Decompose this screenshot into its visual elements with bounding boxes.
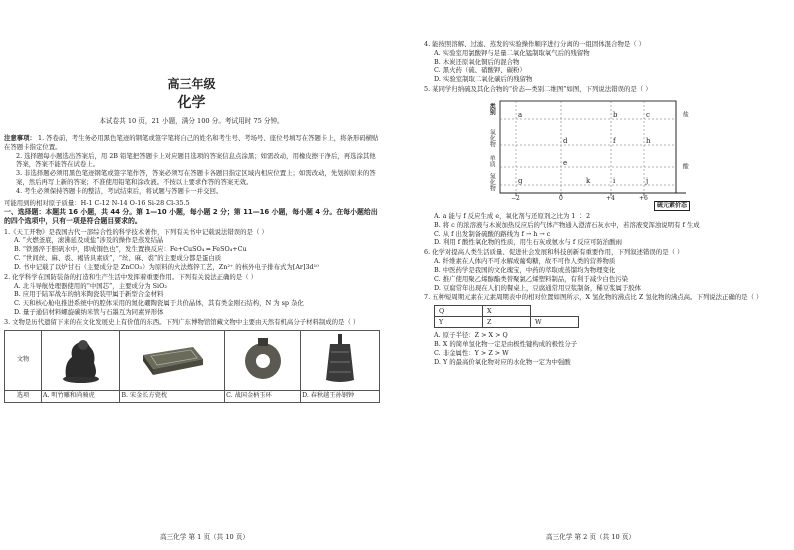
option-d: D. 豆腐常年出现在人们的餐桌上，豆腐通常用豆浆制备，稀豆浆属于胶体 [434, 283, 642, 292]
question-2 [4, 273, 379, 317]
chart-ylabel-top: 类别 [488, 102, 496, 115]
chart-point-d: d [563, 136, 568, 145]
option-d: D. 量子通信材料螺旋碳纳米管与石墨互为同素异形体 [14, 308, 164, 317]
exam-grade-title: 高三年级 [167, 77, 216, 91]
artifact-row-label: 文物 [5, 330, 42, 391]
exam-page-1 [0, 0, 385, 550]
chart-point-f: f [613, 136, 616, 145]
option-c: C. 推广使用聚乙烯醇酯类替聚氯乙烯塑料制品，有利于减少白色污染 [434, 274, 629, 283]
chart-xtick: +4 [606, 194, 615, 202]
element-cell-y: Y [435, 317, 483, 328]
element-position-table [434, 305, 579, 328]
option-c: C. “世间丝、麻、裘、褐皆具素质”，“丝、麻、裘”的主要成分都是蛋白质 [14, 254, 222, 263]
question-7 [424, 293, 787, 366]
question-5 [424, 85, 787, 247]
question-3 [4, 318, 379, 403]
option-c: C. 非金属性：Y > Z > W [434, 348, 509, 357]
notice-heading: 注意事项： [4, 133, 36, 142]
element-cell-x: X [483, 306, 531, 317]
chart-point-h: h [646, 136, 651, 145]
option-a: A. 原子半径：Z > X > Q [434, 331, 508, 340]
notice-block [4, 134, 379, 196]
exam-subject-title: 化学 [177, 94, 206, 111]
artifact-image-bell [301, 330, 380, 391]
valence-class-chart [486, 97, 696, 209]
exam-page-2 [404, 0, 789, 550]
option-a: A. 实验室用氯酸钾与足量二氧化锰制取氧气后的残留物 [434, 48, 590, 57]
option-d: D. 利用 f 酸性氧化物的性质，用生石灰或氨水与 f 反应可防治酸雨 [434, 238, 622, 247]
artifact-image-pillow [120, 330, 225, 391]
option-d: D. 实验室制取二氧化碳后的残留物 [434, 75, 533, 84]
notice-item: 1. 答卷前，考生务必用黑色笔迹的钢笔或签字笔将自己的姓名和考生号、考场号、座位号填写在答题卡上，将条形码横贴在答题卡指定位置。 [4, 133, 379, 151]
option-c: C. 黑火药（硫、硝酸钾、碳粉） [434, 66, 526, 75]
page-footer: 高三化学 第 2 页（共 10 页） [546, 532, 636, 541]
chart-point-e: e [563, 158, 568, 167]
section-heading: 一、选择题：本题共 16 小题，共 44 分。第 1—10 小题，每小题 2 分；第 11—16 小题，每小题 4 分。在每小题给出的四个选项中，只有一项是符合题目要求的。 [4, 207, 378, 226]
question-6 [424, 248, 787, 292]
option-b: B. “铁器淬于胆矾水中，即成铜色也”，发生置换反应：Fe+CuSO₄ ═ FeSO₄+Cu [14, 245, 247, 254]
page-footer: 高三化学 第 1 页（共 10 页） [160, 532, 250, 541]
option-b: B. 中医药学是我国的文化瑰宝，中药的萃取或蒸馏均为物理变化 [434, 265, 616, 274]
artifact-option: A. 明竹雕和尚骑虎 [42, 391, 120, 403]
option-d: D. Y 的最高价氧化物对应的水化物一定为中强酸 [434, 357, 571, 366]
question-stem: 4. 能按照溶解、过滤、蒸发的实验操作顺序进行分离的一组固体混合物是（ ） [424, 40, 646, 48]
question-stem: 1.《天工开物》是我国古代一部综合性的科学技术著作，下列有关书中记载说法错误的是（ ） [4, 227, 268, 236]
option-b: B. 木炭还原氧化铜后的混合物 [434, 57, 520, 66]
question-stem: 2. 化学科学在国防装备的打造和生产生活中发挥着重要作用。下列有关说法正确的是（ ） [4, 272, 258, 281]
option-c: C. 从 f 出发制备硫酸的路线为 f → h → c [434, 229, 551, 238]
chart-point-a: a [518, 110, 523, 119]
artifact-table [4, 330, 380, 404]
chart-point-g: g [518, 176, 523, 185]
chart-point-c: c [646, 110, 650, 119]
chart-point-j: j [646, 176, 649, 185]
question-1 [4, 228, 379, 272]
question-stem: 3. 文物是历代遗留下来的在文化发展史上有价值的东西。下列广东博物馆馆藏文物中主要由天然有机高分子材料制成的是（ ） [4, 317, 360, 326]
question-4 [424, 40, 787, 84]
artifact-option: C. 战国金柄玉环 [225, 391, 301, 403]
element-cell-q: Q [435, 306, 483, 317]
question-stem: 6. 化学对提高人类生活质量、促进社会发展和科技创新有重要作用，下列叙述错误的是（ ） [424, 248, 684, 257]
chart-ylabel: 氢化物 [488, 172, 496, 191]
chart-point-k: k [586, 176, 591, 185]
option-d: D. 书中记载了以炉甘石（主要成分是 ZnCO₃）为原料的火法炼锌工艺，Zn²⁺ 的核外电子排布式为[Ar]3d¹⁰ [14, 262, 319, 271]
chart-ylabel: 氧化物 [488, 128, 496, 147]
element-cell-empty [531, 306, 579, 317]
chart-xtick: 0 [559, 194, 563, 202]
artifact-row-label: 选项 [5, 391, 42, 403]
chart-xtick: −2 [511, 194, 520, 202]
artifact-image-jade-ring [225, 330, 301, 391]
element-cell-w: W [531, 317, 579, 328]
chart-right-label: 盐 [681, 110, 689, 117]
atomic-masses: 可能用到的相对原子质量：H-1 C-12 N-14 O-16 Si-28 Cl-35.5 [4, 198, 190, 207]
option-c: C. 天和核心舱电推进系统中的腔体采用的氮化硼陶瓷属于共价晶体，其有类金刚石结构，N 为 sp 杂化 [14, 299, 304, 308]
exam-subtitle: 本试卷共 10 页，21 小题，满分 100 分。考试用时 75 分钟。 [99, 116, 284, 125]
option-b: B. X 的简单氢化物一定是由极性键构成的极性分子 [434, 340, 578, 349]
chart-xlabel: 硫元素价态 [654, 201, 690, 211]
chart-xtick: +6 [639, 194, 648, 202]
option-b: B. 应用于陆军战车的纳米陶瓷装甲属于新型合金材料 [14, 290, 164, 299]
artifact-option: B. 宋金长方瓷枕 [120, 391, 225, 403]
option-a: A. a 能与 f 反应生成 e，氧化剂与还原剂之比为 1 ∶ 2 [434, 211, 591, 220]
chart-right-label: 酸 [681, 162, 689, 169]
option-a: A. 纤维素在人体内不可水解成葡萄糖，故不可作人类的营养物质 [434, 257, 616, 266]
option-b: B. 将 c 的浓溶液与木炭加热反应后的气体产物通入澄清石灰水中，若溶液变浑浊说明有 f 生成 [434, 220, 700, 229]
element-cell-z: Z [483, 317, 531, 328]
chart-point-i: i [613, 176, 616, 185]
artifact-image-tiger [42, 330, 120, 391]
chart-ylabel: 单质 [488, 154, 496, 167]
notice-item: 4. 考生必须保持答题卡的整洁，考试结束后，将试题与答题卡一并交回。 [16, 186, 223, 195]
option-a: A. 北斗导航处理器使用的“中国芯”，主要成分为 SiO₂ [14, 281, 167, 290]
question-stem: 7. 五种短周期元素在元素周期表中的相对位置如图所示，X 氢化物的沸点比 Z 氢化物的沸点高。下列说法正确的是（ ） [424, 293, 763, 302]
option-a: A. “火燃釜底，滚沸延及成盐”涉及的操作是蒸发结晶 [14, 236, 164, 245]
chart-point-b: b [613, 110, 618, 119]
question-stem: 5. 某同学归纳硫及其化合物的“价态—类别二维图”如图，下列说法错误的是（ ） [424, 85, 652, 94]
artifact-option: D. 春秋越王孙钢钟 [301, 391, 380, 403]
notice-item: 3. 非选择题必须用黑色笔迹钢笔或签字笔作答，答案必须写在答题卡各题目指定区域内相应位置上；如需改动，先划掉原来的答案，然后再写上新的答案；不准使用铅笔和涂改液。不按以上要求作答的答案无效。 [16, 169, 376, 187]
notice-item: 2. 选择题每小题选出答案后，用 2B 铅笔把答题卡上对应题目选项的答案信息点涂黑；如需改动，用橡皮擦干净后，再选涂其他答案，答案不能答在试卷上。 [16, 151, 376, 169]
